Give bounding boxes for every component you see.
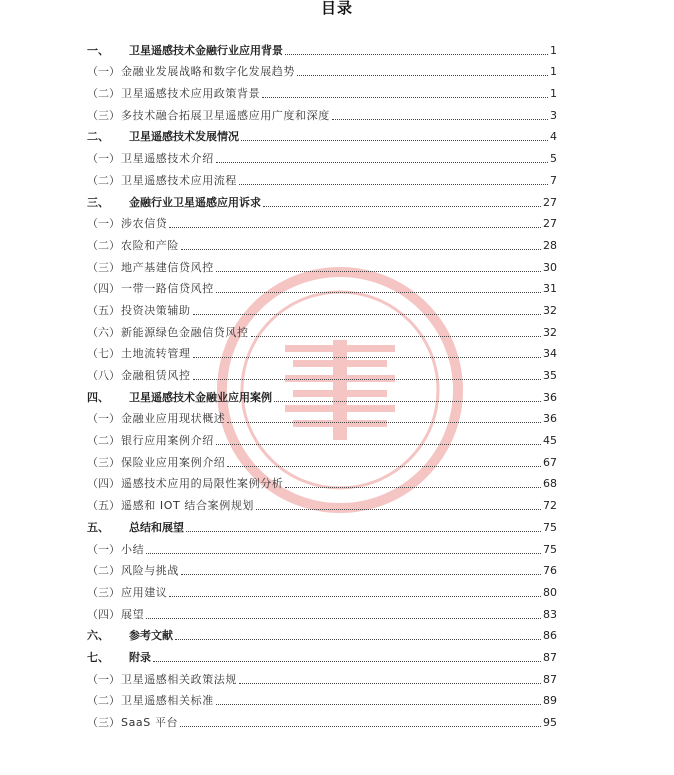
toc-chapter-entry[interactable] — [87, 188, 557, 210]
toc-section-entry[interactable] — [87, 361, 557, 383]
toc-chapter-entry[interactable] — [87, 622, 557, 644]
dot-leader — [239, 184, 548, 185]
toc-entry-label: 参考文献 — [129, 629, 173, 643]
toc-section-entry[interactable] — [87, 557, 557, 579]
dot-leader — [180, 726, 541, 727]
dot-leader — [146, 618, 541, 619]
dot-leader — [332, 119, 548, 120]
toc-entry-label: 地产基建信贷风控 — [121, 260, 214, 274]
dot-leader — [175, 639, 541, 640]
toc-chapter-entry[interactable] — [87, 643, 557, 665]
toc-section-entry[interactable] — [87, 296, 557, 318]
toc-page-number: 36 — [543, 390, 557, 404]
toc-entry-number: （五） — [87, 303, 120, 317]
toc-page-number: 3 — [550, 108, 557, 122]
toc-page-number: 36 — [543, 412, 557, 426]
toc-entry-label: 卫星遥感技术发展情况 — [129, 130, 239, 144]
dot-leader — [227, 422, 541, 423]
toc-entry-number: 五、 — [87, 520, 109, 534]
toc-entry-number: （七） — [87, 347, 120, 361]
toc-page-number: 83 — [543, 607, 557, 621]
dot-leader — [241, 140, 548, 141]
toc-entry-label: 银行应用案例介绍 — [121, 434, 214, 448]
toc-entry-number: （三） — [87, 585, 120, 599]
toc-section-entry[interactable] — [87, 405, 557, 427]
dot-leader — [227, 466, 541, 467]
toc-page-number: 35 — [543, 369, 557, 382]
toc-entry-label: 保险业应用案例介绍 — [121, 455, 226, 469]
toc-section-entry[interactable] — [87, 687, 557, 709]
toc-entry-number: 四、 — [87, 390, 109, 404]
toc-chapter-entry[interactable] — [87, 513, 557, 535]
toc-page-number: 27 — [543, 195, 557, 209]
toc-entry-label: 小结 — [121, 542, 145, 556]
dot-leader — [169, 227, 541, 228]
toc-section-entry[interactable] — [87, 708, 557, 730]
dot-leader — [297, 75, 548, 76]
toc-entry-number: （四） — [87, 477, 120, 491]
toc-entry-number: （三） — [87, 108, 120, 122]
dot-leader — [256, 509, 541, 510]
toc-entry-label: 多技术融合拓展卫星遥感应用广度和深度 — [121, 108, 330, 122]
toc-entry-number: （一） — [87, 65, 120, 79]
toc-entry-label: 卫星遥感技术应用流程 — [121, 173, 237, 187]
toc-entry-number: 一、 — [87, 43, 109, 57]
toc-entry-number: （六） — [87, 325, 120, 339]
toc-entry-number: （二） — [87, 87, 120, 101]
toc-entry-label: 遥感技术应用的局限性案例分析 — [121, 477, 284, 491]
toc-entry-label: 金融业发展战略和数字化发展趋势 — [121, 65, 295, 79]
toc-entry-label: 卫星遥感相关政策法规 — [121, 672, 237, 686]
toc-page-number: 89 — [543, 694, 557, 708]
toc-page-number: 1 — [550, 87, 557, 101]
toc-section-entry[interactable] — [87, 275, 557, 297]
dot-leader — [285, 54, 548, 55]
toc-section-entry[interactable] — [87, 470, 557, 492]
toc-entry-number: （八） — [87, 369, 120, 382]
toc-entry-number: （一） — [87, 217, 120, 231]
toc-page-number: 31 — [543, 282, 557, 296]
dot-leader — [193, 314, 541, 315]
toc-section-entry[interactable] — [87, 166, 557, 188]
toc-page-number: 80 — [543, 585, 557, 599]
toc-entry-number: （一） — [87, 672, 120, 686]
toc-chapter-entry[interactable] — [87, 123, 557, 145]
toc-entry-number: （五） — [87, 499, 120, 513]
toc-section-entry[interactable] — [87, 210, 557, 232]
toc-page-number: 32 — [543, 325, 557, 339]
toc-page-number: 76 — [543, 564, 557, 578]
toc-entry-label: 涉农信贷 — [121, 217, 168, 231]
toc-page-number: 7 — [550, 173, 557, 187]
toc-entry-label: 新能源绿色金融信贷风控 — [121, 325, 249, 339]
toc-page-number: 5 — [550, 152, 557, 166]
toc-entry-label: 展望 — [121, 607, 145, 621]
toc-entry-label: 金融租赁风控 — [121, 369, 191, 382]
toc-section-entry[interactable] — [87, 340, 557, 362]
dot-leader — [216, 444, 541, 445]
dot-leader — [153, 661, 541, 662]
dot-leader — [193, 357, 541, 358]
toc-page-number: 75 — [543, 520, 557, 534]
toc-entry-label: 遥感和 IOT 结合案例规划 — [121, 499, 255, 513]
toc-page-number: 27 — [543, 217, 557, 231]
toc-entry-label: 卫星遥感相关标准 — [121, 694, 214, 708]
dot-leader — [216, 704, 541, 705]
toc-page-number: 1 — [550, 65, 557, 79]
toc-entry-number: （二） — [87, 694, 120, 708]
toc-entry-label: 农险和产险 — [121, 238, 179, 252]
toc-section-entry[interactable] — [87, 448, 557, 470]
toc-entry-number: （四） — [87, 607, 120, 621]
toc-entry-label: SaaS 平台 — [121, 716, 179, 729]
toc-entry-label: 风险与挑战 — [121, 564, 179, 578]
dot-leader — [274, 401, 541, 402]
toc-entry-label: 一带一路信贷风控 — [121, 282, 214, 296]
toc-entry-number: （二） — [87, 238, 120, 252]
dot-leader — [216, 271, 541, 272]
toc-entry-label: 卫星遥感技术金融行业应用背景 — [129, 43, 283, 57]
toc-entry-number: （二） — [87, 564, 120, 578]
toc-page-number: 87 — [543, 672, 557, 686]
toc-entry-label: 总结和展望 — [129, 520, 184, 534]
toc-entry-number: 三、 — [87, 195, 109, 209]
toc-section-entry[interactable] — [87, 665, 557, 687]
toc-entry-label: 附录 — [129, 650, 151, 664]
toc-entry-number: （三） — [87, 260, 120, 274]
toc-chapter-entry[interactable] — [87, 383, 557, 405]
toc-page-number: 87 — [543, 650, 557, 664]
toc-entry-number: （三） — [87, 716, 120, 729]
toc-section-entry[interactable] — [87, 600, 557, 622]
toc-chapter-entry[interactable] — [87, 36, 557, 58]
toc-section-entry[interactable] — [87, 101, 557, 123]
dot-leader — [285, 487, 541, 488]
toc-page-number: 30 — [543, 260, 557, 274]
toc-page-number: 45 — [543, 434, 557, 448]
toc-entry-label: 卫星遥感技术应用政策背景 — [121, 87, 261, 101]
toc-page-number: 86 — [543, 629, 557, 643]
toc-entry-number: （二） — [87, 434, 120, 448]
toc-section-entry[interactable] — [87, 426, 557, 448]
toc-entry-number: （二） — [87, 173, 120, 187]
toc-page-number: 4 — [550, 130, 557, 144]
dot-leader — [146, 553, 541, 554]
toc-page-number: 95 — [543, 716, 557, 729]
toc-section-entry[interactable] — [87, 144, 557, 166]
dot-leader — [186, 531, 541, 532]
toc-section-entry[interactable] — [87, 231, 557, 253]
dot-leader — [263, 206, 541, 207]
toc-page-number: 67 — [543, 455, 557, 469]
toc-entry-label: 卫星遥感技术金融业应用案例 — [129, 390, 272, 404]
dot-leader — [216, 162, 548, 163]
dot-leader — [181, 574, 541, 575]
toc-title: 目录 — [320, 0, 353, 17]
toc-entry-number: 七、 — [87, 650, 109, 664]
toc-section-entry[interactable] — [87, 535, 557, 557]
dot-leader — [216, 292, 541, 293]
toc-section-entry[interactable] — [87, 253, 557, 275]
toc-page-number: 72 — [543, 499, 557, 513]
toc-entry-number: （四） — [87, 282, 120, 296]
toc-entry-label: 应用建议 — [121, 585, 168, 599]
toc-section-entry[interactable] — [87, 318, 557, 340]
toc-entry-number: （三） — [87, 455, 120, 469]
toc-section-entry[interactable] — [87, 491, 557, 513]
toc-entry-number: （一） — [87, 152, 120, 166]
toc-entry-label: 投资决策辅助 — [121, 303, 191, 317]
toc-entry-label: 金融行业卫星遥感应用诉求 — [129, 195, 261, 209]
toc-page-number: 34 — [543, 347, 557, 361]
toc-entry-label: 金融业应用现状概述 — [121, 412, 226, 426]
toc-section-entry[interactable] — [87, 58, 557, 80]
toc-entry-number: （一） — [87, 542, 120, 556]
dot-leader — [169, 596, 541, 597]
table-of-contents — [87, 36, 557, 730]
dot-leader — [181, 249, 541, 250]
toc-section-entry[interactable] — [87, 79, 557, 101]
toc-entry-label: 卫星遥感技术介绍 — [121, 152, 214, 166]
toc-entry-number: 六、 — [87, 629, 109, 643]
toc-page-number: 32 — [543, 303, 557, 317]
toc-entry-number: （一） — [87, 412, 120, 426]
toc-page-number: 28 — [543, 238, 557, 252]
toc-page-number: 75 — [543, 542, 557, 556]
toc-section-entry[interactable] — [87, 578, 557, 600]
dot-leader — [262, 97, 548, 98]
toc-entry-label: 土地流转管理 — [121, 347, 191, 361]
dot-leader — [239, 683, 541, 684]
toc-entry-number: 二、 — [87, 130, 109, 144]
dot-leader — [193, 379, 541, 380]
dot-leader — [251, 336, 541, 337]
toc-page-number: 1 — [550, 43, 557, 57]
toc-page-number: 68 — [543, 477, 557, 491]
